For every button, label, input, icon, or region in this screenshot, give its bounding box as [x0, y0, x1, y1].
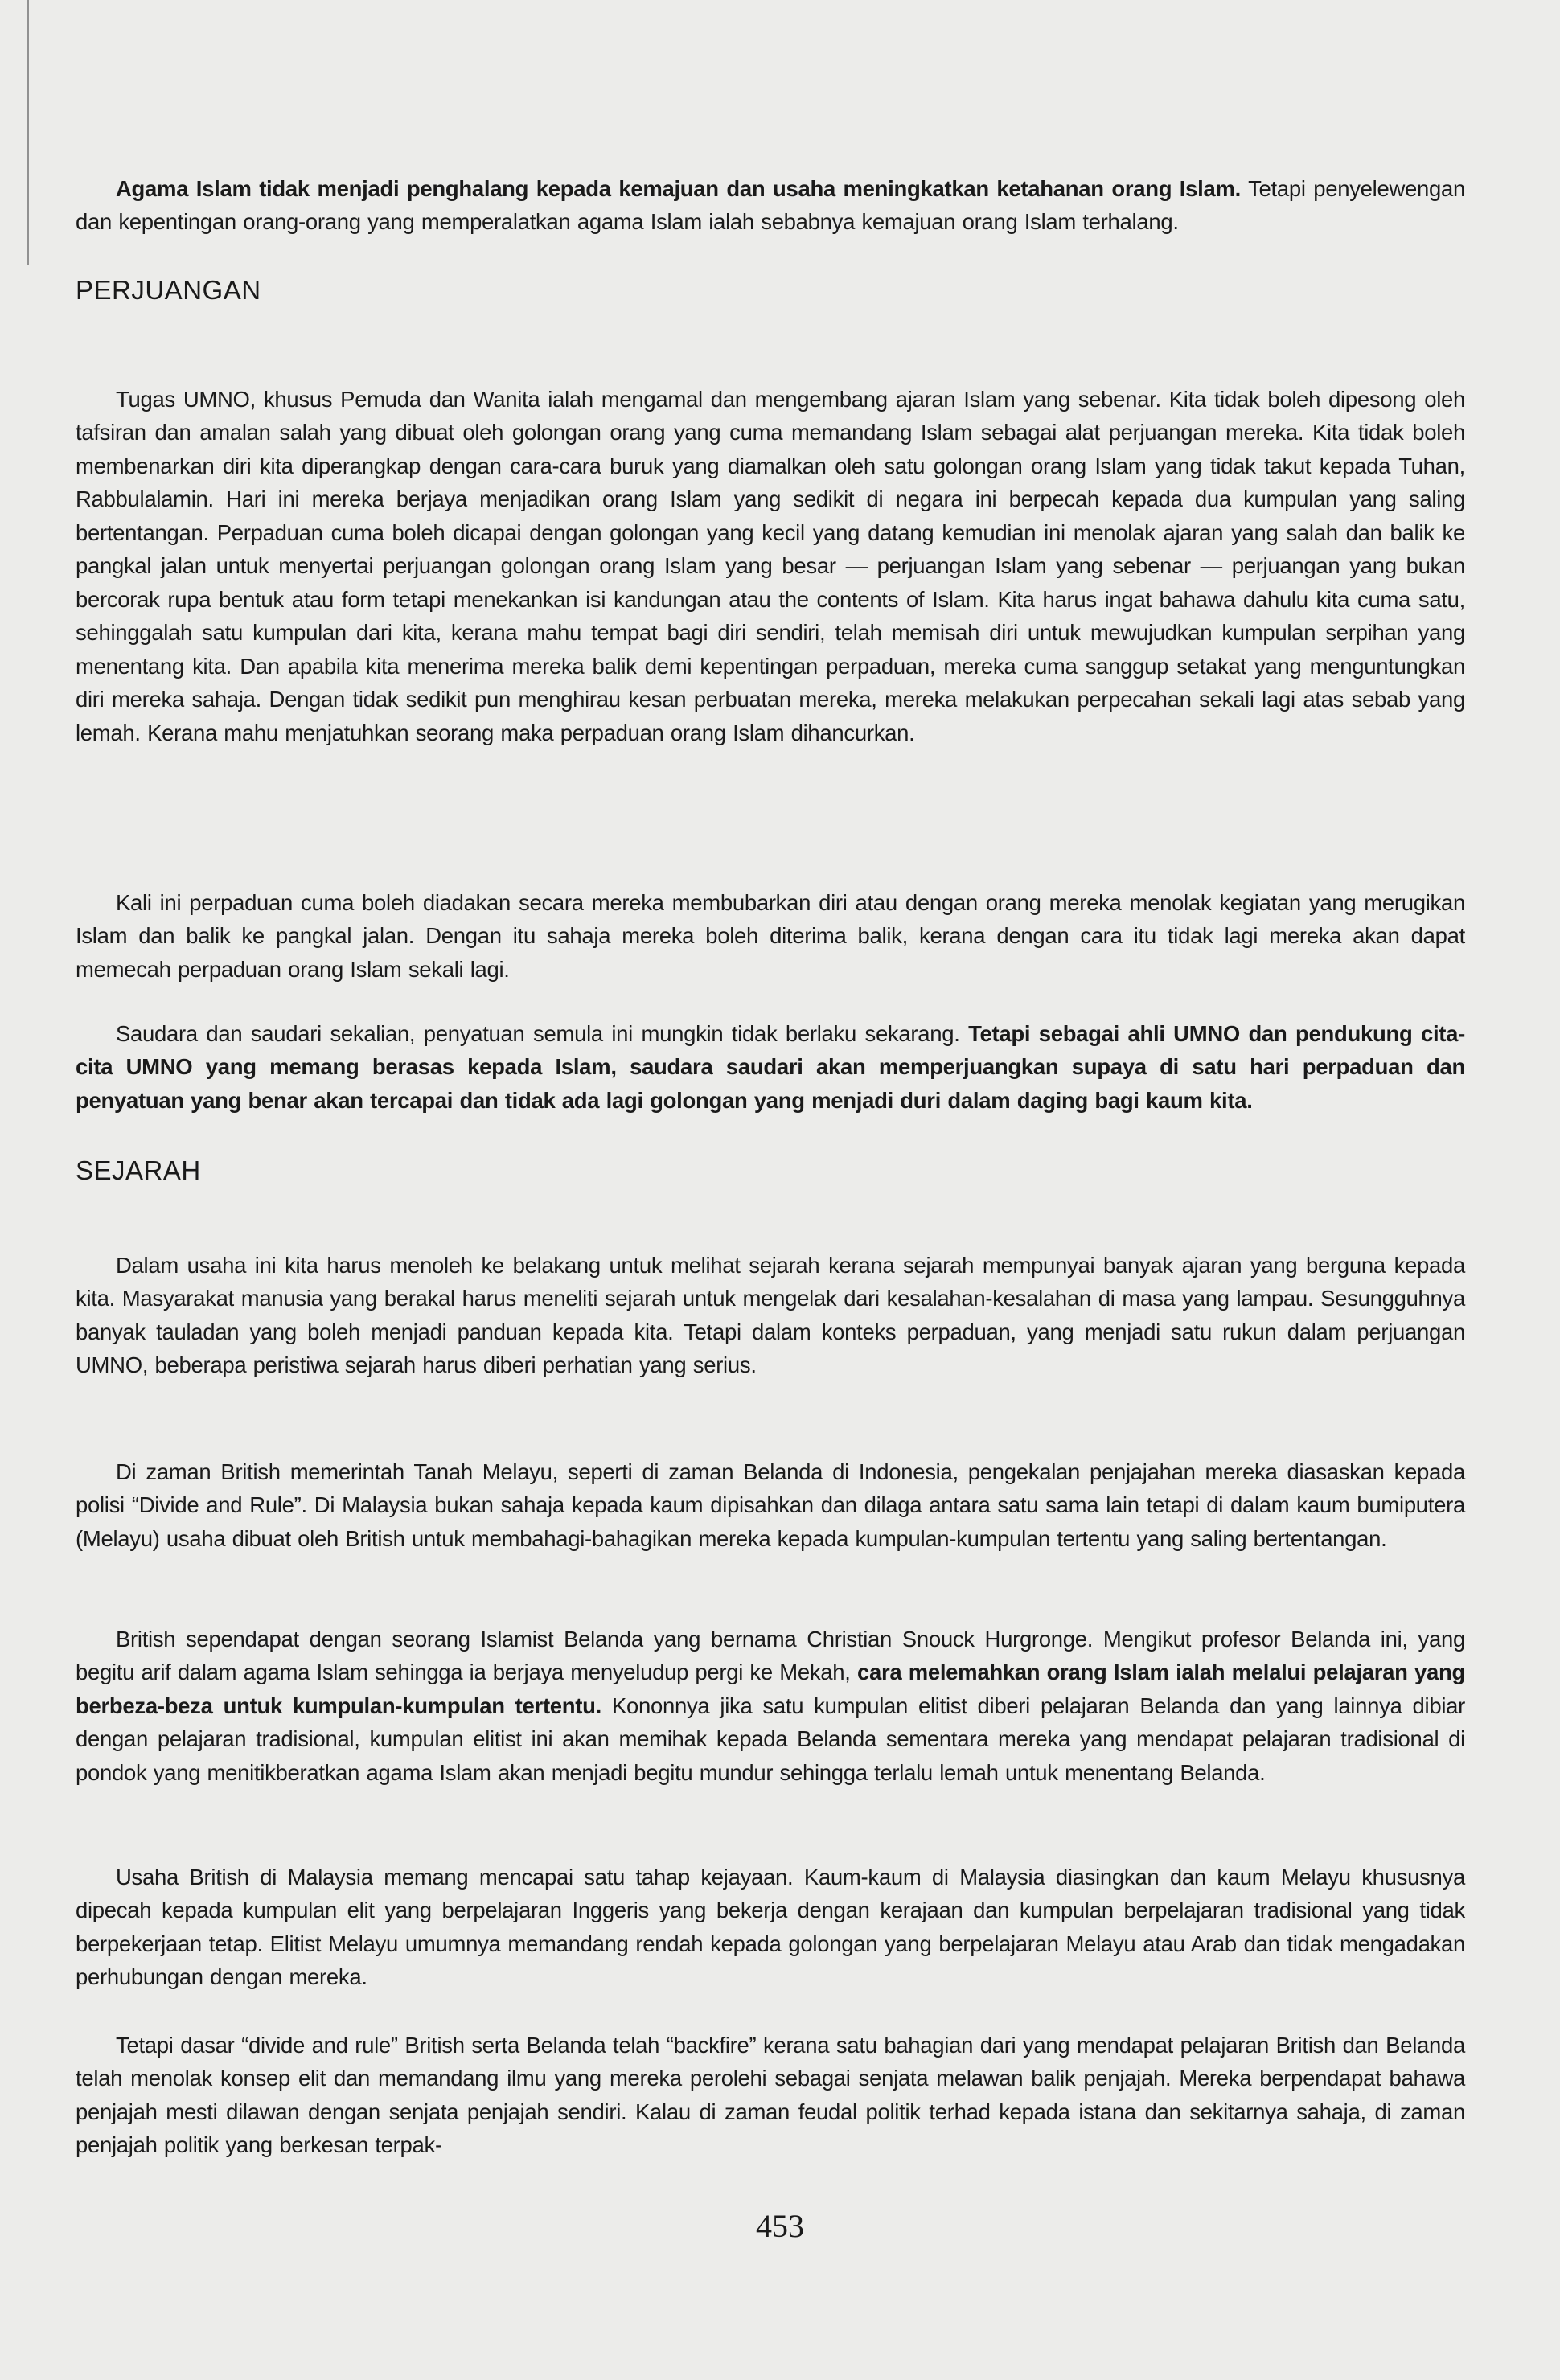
paragraph-dalam-usaha: [76, 1249, 1465, 1382]
paragraph-text: Kali ini perpaduan cuma boleh diadakan secara mereka membubarkan diri atau dengan orang mereka menolak kegiatan yang merugikan Islam dan balik ke pangkal jalan. Dengan itu sahaja mereka boleh diterima balik, kerana dengan cara itu tidak lagi mereka akan dapat memecah perpaduan orang Islam sekali lagi.: [76, 889, 1465, 982]
bold-sentence: cara melemahkan orang Islam ialah melalui pelajaran yang berbeza-beza untuk kumpulan-kumpulan tertentu.: [76, 1660, 1465, 1718]
paragraph-tugas-umno: [76, 383, 1465, 750]
paragraph-text: Tugas UMNO, khusus Pemuda dan Wanita ialah mengamal dan mengembang ajaran Islam yang sebenar. Kita tidak boleh dipesong oleh tafsiran dan amalan salah yang dibuat oleh golongan orang yang cuma memandang Islam sebagai alat perjuangan mereka. Kita tidak boleh membenarkan diri kita diperangkap dengan cara-cara buruk yang diamalkan oleh satu golongan orang Islam yang tidak takut kepada Tuhan, Rabbulalamin. Hari ini mereka berjaya menjadikan orang Islam yang sedikit di negara ini berpecah kepada dua kumpulan yang saling bertentangan. Perpaduan cuma boleh dicapai dengan golongan yang kecil yang datang kemudian ini menolak ajaran yang salah dan balik ke pangkal jalan untuk menyertai perjuangan golongan orang Islam yang besar — perjuangan Islam yang sebenar — perjuangan yang bukan bercorak rupa bentuk atau form tetapi menekankan isi kandungan atau the contents of Islam. Kita harus ingat bahawa dahulu kita cuma satu, sehinggalah satu kumpulan dari kita, kerana mahu tempat bagi diri sendiri, telah memisah diri untuk mewujudkan kumpulan serpihan yang menentang kita. Dan apabila kita menerima mereka balik demi kepentingan perpaduan, mereka cuma sanggup setakat yang menguntungkan diri mereka sahaja. Dengan tidak sedikit pun menghirau kesan perbuatan mereka, mereka melakukan perpecahan sekali lagi atas sebab yang lemah. Kerana mahu menjatuhkan seorang maka perpaduan orang Islam dihancurkan.: [76, 386, 1465, 745]
paragraph-usaha-british: [76, 1861, 1465, 1994]
page-number: 453: [756, 2208, 804, 2244]
paragraph-british-sependapat: [76, 1623, 1465, 1790]
paragraph-text: Dalam usaha ini kita harus menoleh ke belakang untuk melihat sejarah kerana sejarah mempunyai banyak ajaran yang berguna kepada kita. Masyarakat manusia yang berakal harus meneliti sejarah untuk mengelak dari kesalahan-kesalahan di masa yang lampau. Sesungguhnya banyak tauladan yang boleh menjadi panduan kepada kita. Tetapi dalam konteks perpaduan, yang menjadi satu rukun dalam perjuangan UMNO, beberapa peristiwa sejarah harus diberi perhatian yang serius.: [76, 1252, 1465, 1377]
scan-edge-line: [27, 0, 29, 265]
paragraph-text: Kononnya jika satu kumpulan elitist diberi pelajaran Belanda dan yang lainnya dibiar dengan pelajaran tradisional, kumpulan elitist ini akan memihak kepada Belanda sementara mereka yang mendapat pelajaran tradisional di pondok yang menitikberatkan agama Islam akan menjadi begitu mundur sehingga terlalu lemah untuk menentang Belanda.: [76, 1693, 1465, 1785]
paragraph-text: Tetapi dasar “divide and rule” British serta Belanda telah “backfire” kerana satu bahagian dari yang mendapat pelajaran British dan Belanda telah menolak konsep elit dan memandang ilmu yang mereka perolehi sebagai senjata melawan balik penjajah. Mereka berpendapat bahawa penjajah mesti dilawan dengan senjata penjajah sendiri. Kalau di zaman feudal politik terhad kepada istana dan sekitarnya sahaja, di zaman penjajah politik yang berkesan terpak-: [76, 2032, 1465, 2157]
bold-sentence: Agama Islam tidak menjadi penghalang kepada kemajuan dan usaha meningkatkan ketahanan orang Islam.: [116, 175, 1241, 201]
paragraph-text: Di zaman British memerintah Tanah Melayu, seperti di zaman Belanda di Indonesia, pengekalan penjajahan mereka diasaskan kepada polisi “Divide and Rule”. Di Malaysia bukan sahaja kepada kaum dipisahkan dan dilaga antara satu sama lain tetapi di dalam kaum bumiputera (Melayu) usaha dibuat oleh British untuk membahagi-bahagikan mereka kepada kumpulan-kumpulan tertentu yang saling bertentangan.: [76, 1459, 1465, 1551]
paragraph-text: British sependapat dengan seorang Islamist Belanda yang bernama Christian Snouck Hurgronge. Mengikut profesor Belanda ini, yang begitu arif dalam agama Islam sehingga ia berjaya menyeludup pergi ke Mekah,: [76, 1626, 1465, 1684]
paragraph-saudara: [76, 1017, 1465, 1118]
section-heading-sejarah: SEJARAH: [76, 1155, 201, 1185]
paragraph-tetapi-dasar: [76, 2029, 1465, 2162]
paragraph-intro: [76, 172, 1465, 239]
paragraph-di-zaman-british: [76, 1455, 1465, 1556]
paragraph-text: Saudara dan saudari sekalian, penyatuan semula ini mungkin tidak berlaku sekarang.: [116, 1020, 969, 1046]
paragraph-text: Tetapi penyelewengan dan kepentingan orang-orang yang memperalatkan agama Islam ialah sebabnya kemajuan orang Islam terhalang.: [76, 175, 1466, 234]
paragraph-text: Usaha British di Malaysia memang mencapai satu tahap kejayaan. Kaum-kaum di Malaysia diasingkan dan kaum Melayu khususnya dipecah kepada kumpulan elit yang berpelajaran Inggeris yang bekerja dengan kerajaan dan kumpulan berpelajaran tradisional yang tidak berpekerjaan tetap. Elitist Melayu umumnya memandang rendah kepada golongan yang berpelajaran Melayu atau Arab dan tidak mengadakan perhubungan dengan mereka.: [76, 1864, 1465, 1989]
paragraph-kali-ini: [76, 886, 1465, 987]
bold-sentence: Tetapi sebagai ahli UMNO dan pendukung cita-cita UMNO yang memang berasas kepada Islam, saudara saudari akan memperjuangkan supaya di satu hari perpaduan dan penyatuan yang benar akan tercapai dan tidak ada lagi golongan yang menjadi duri dalam daging bagi kaum kita.: [76, 1020, 1465, 1113]
section-heading-perjuangan: PERJUANGAN: [76, 275, 261, 305]
